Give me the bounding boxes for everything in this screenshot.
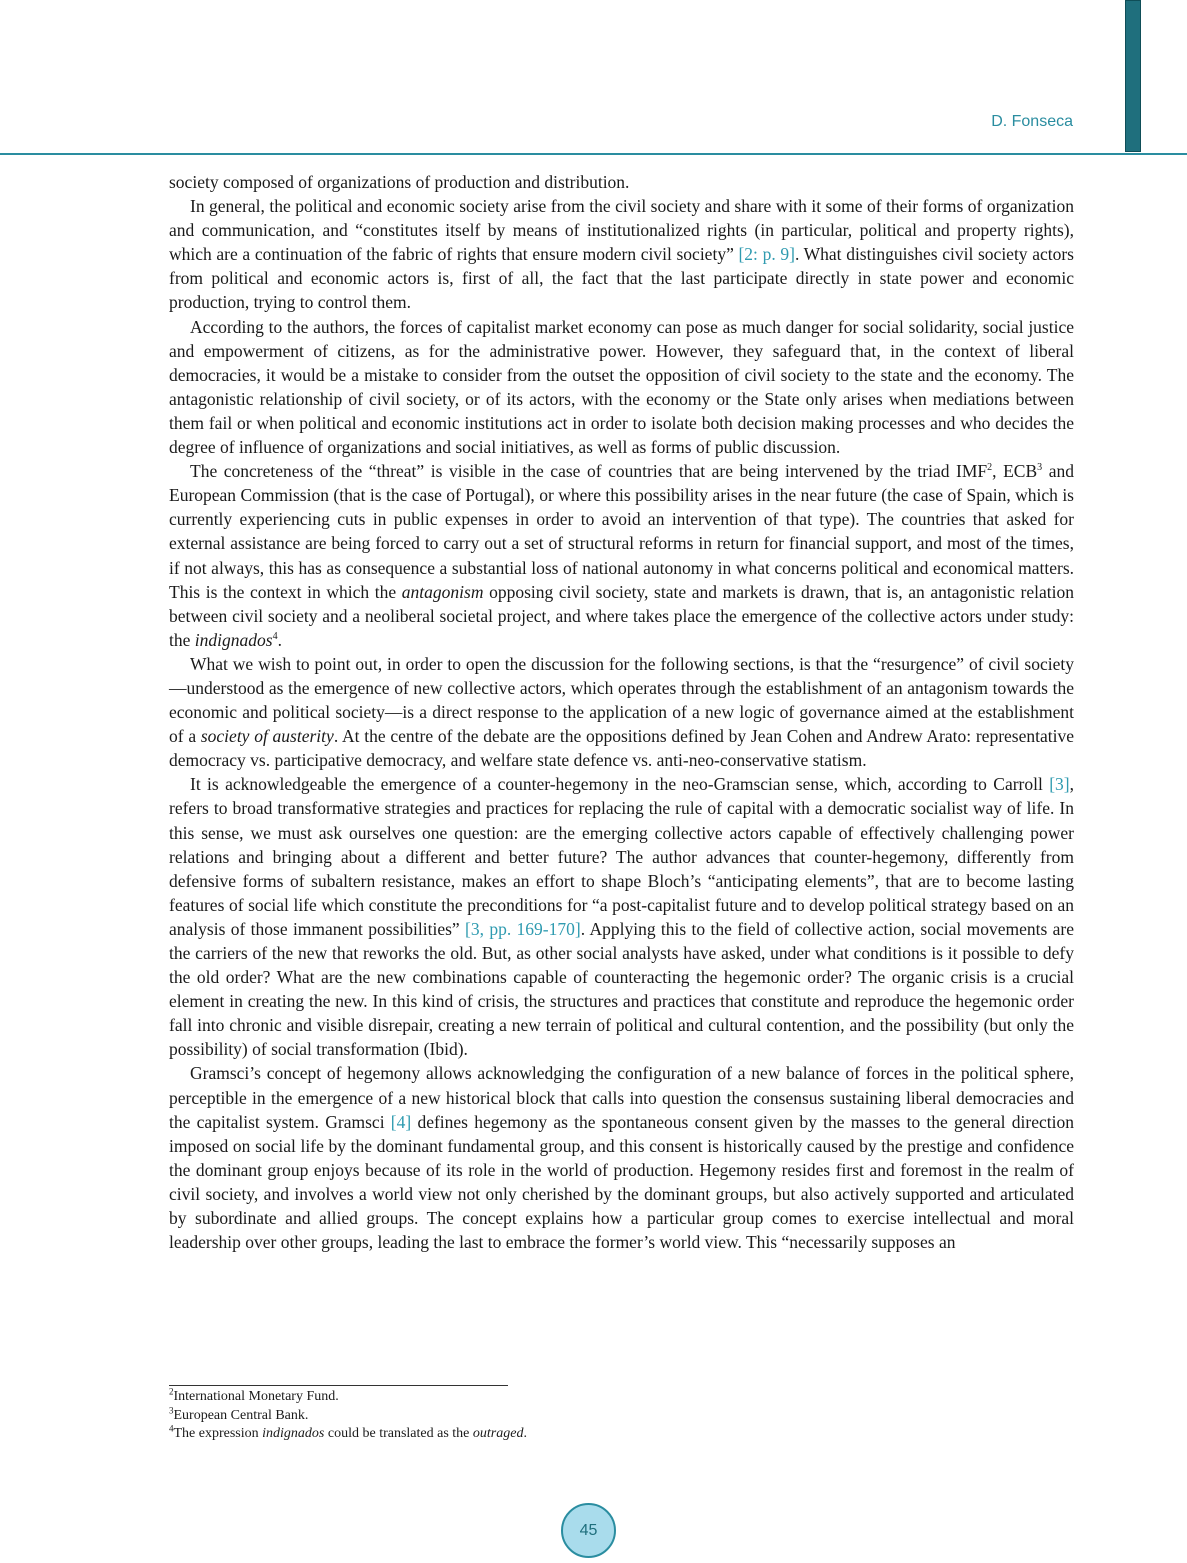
footnote-number: 2 <box>169 1386 174 1397</box>
paragraph-text: In general, the political and economic society arise from the civil society and share with it some of their forms of organization and communication, and “constitutes itself by means of institutionalized rights (in particular, political and property rights), which are a continuation of the fabric of rights that ensure modern civil society” <box>169 196 1074 265</box>
paragraph-text: and European Commission (that is the case of Portugal), or where this possibility arises in the near future (the case of Spain, which is currently experiencing cuts in public expenses in order to avoid an intervention of that type). The countries that asked for external assistance are being forced to carry out a set of structural reforms in return for financial support, and most of the times, if not always, this has as consequence a substantial loss of national autonomy in what concerns political and economical matters. This is the context in which the <box>169 461 1074 602</box>
paragraph-text: . Applying this to the field of collective action, social movements are the carriers of the new that reworks the old. But, as other social analysts have asked, under what conditions is it possible to defy the old order? What are the new combinations capable of counteracting the hegemonic order? The organic crisis is a crucial element in creating the new. In this kind of crisis, the structures and practices that constitute and reproduce the hegemonic order fall into chronic and visible disrepair, creating a new terrain of political and cultural contention, and the possibility (but only the possibility) of social transformation (Ibid). <box>169 918 1074 1060</box>
paragraph-3 <box>169 459 1074 652</box>
italic-term: indignados <box>194 629 273 650</box>
italic-term: antagonism <box>401 581 484 602</box>
footnote-text: International Monetary Fund. <box>173 1389 339 1404</box>
footnote-text: The expression <box>173 1426 263 1441</box>
citation-link[interactable]: [2: p. 9] <box>738 244 795 265</box>
citation-link[interactable]: [3, pp. 169-170] <box>465 918 581 939</box>
footnote-marker: 4 <box>272 630 278 642</box>
paragraph-text: opposing civil society, state and markets is drawn, that is, an antagonistic relation between civil society and a neoliberal societal project, and where takes place the emergence of the collective actors under study: the <box>169 581 1074 650</box>
page-number: 45 <box>579 1521 598 1539</box>
footnote-marker: 3 <box>1037 462 1043 474</box>
paragraph-text: It is acknowledgeable the emergence of a counter-hegemony in the neo-Gramscian sense, which, according to Carroll <box>190 774 1050 795</box>
footnotes <box>169 1388 1074 1444</box>
footnote-4 <box>169 1425 1074 1444</box>
citation-link[interactable]: [3] <box>1049 774 1070 795</box>
article-body <box>169 170 1074 1254</box>
italic-term: indignados <box>262 1426 325 1441</box>
italic-term: society of austerity <box>200 726 334 747</box>
page-number-badge <box>561 1503 616 1558</box>
paragraph-text: What we wish to point out, in order to open the discussion for the following sections, is that the “resurgence” of civil society—understood as the emergence of new collective actors, which operates through the establishment of an antagonism towards the economic and political society—is a direct response to the application of a new logic of governance aimed at the establishment of a <box>169 653 1074 747</box>
footnote-separator <box>169 1385 508 1386</box>
paragraph-1 <box>169 194 1074 314</box>
paragraph-text: Gramsci’s concept of hegemony allows acknowledging the configuration of a new balance of forces in the political sphere, perceptible in the emergence of a new historical block that calls into question the consensus sustaining liberal democracies and the capitalist system. Gramsci <box>169 1063 1074 1132</box>
paragraph-0 <box>169 170 1074 194</box>
italic-term: outraged <box>472 1426 524 1441</box>
footnote-text: European Central Bank. <box>173 1407 309 1423</box>
paragraph-text: The concreteness of the “threat” is visible in the case of countries that are being intervened by the triad IMF <box>190 461 988 482</box>
paragraph-2 <box>169 315 1074 460</box>
citation-link[interactable]: [4] <box>390 1111 412 1132</box>
footnote-marker: 2 <box>987 462 993 474</box>
footnote-3 <box>169 1404 1074 1426</box>
footnote-number: 4 <box>169 1423 174 1434</box>
footnote-text: could be translated as the <box>324 1426 473 1441</box>
footnote-2 <box>169 1388 1074 1407</box>
paragraph-text: . <box>277 629 282 650</box>
paragraph-text: , ECB <box>992 461 1038 482</box>
paragraph-text: , refers to broad transformative strategies and practices for replacing the rule of capital with a democratic socialist way of life. In this sense, we must ask ourselves one question: are the emerging collective actors capable of effectively challenging power relations and bringing about a different and better future? The author advances that counter-hegemony, differently from defensive forms of subaltern resistance, makes an effort to shape Bloch’s “anticipating elements”, that are to become lasting features of social life which constitute the preconditions for “a post-capitalist future and to develop political strategy based on an analysis of those immanent possibilities” <box>169 774 1074 939</box>
paragraph-text: . What distinguishes civil society actors from political and economic actors is, first of all, the fact that the last participate directly in state power and economic production, trying to control them. <box>169 244 1074 313</box>
footnote-number: 3 <box>169 1404 174 1415</box>
paragraph-text: . At the centre of the debate are the oppositions defined by Jean Cohen and Andrew Arato: representative democracy vs. participative democracy, and welfare state defence vs. anti-neo-conservative statism. <box>169 726 1074 771</box>
header-tab-bar <box>1125 0 1141 152</box>
footnote-text: . <box>523 1426 527 1441</box>
paragraph-text: society composed of organizations of production and distribution. <box>169 172 630 192</box>
paragraph-text: defines hegemony as the spontaneous consent given by the masses to the general direction imposed on social life by the dominant fundamental group, and this consent is historically caused by the prestige and confidence the dominant group enjoys because of its role in the world of production. Hegemony resides first and foremost in the realm of civil society, and involves a world view not only cherished by the dominant groups, but also actively supported and articulated by subordinate and allied groups. The concept explains how a particular group comes to exercise intellectual and moral leadership over other groups, leading the last to embrace the former’s world view. This “necessarily supposes an <box>169 1111 1074 1253</box>
paragraph-text: According to the authors, the forces of capitalist market economy can pose as much danger for social solidarity, social justice and empowerment of citizens, as for the administrative power. However, they safeguard that, in the context of liberal democracies, it would be a mistake to consider from the outset the opposition of civil society to the state and the economy. The antagonistic relationship of civil society, or of its actors, with the economy or the State only arises when mediations between them fail or when political and economic institutions act in order to isolate both decision making processes and who decides the degree of influence of organizations and social initiatives, as well as forms of public discussion. <box>169 316 1074 458</box>
running-header-author: D. Fonseca <box>991 113 1073 130</box>
paragraph-6 <box>169 1061 1074 1254</box>
paragraph-5 <box>169 772 1074 1061</box>
header-rule <box>0 153 1187 155</box>
paragraph-4 <box>169 652 1074 772</box>
